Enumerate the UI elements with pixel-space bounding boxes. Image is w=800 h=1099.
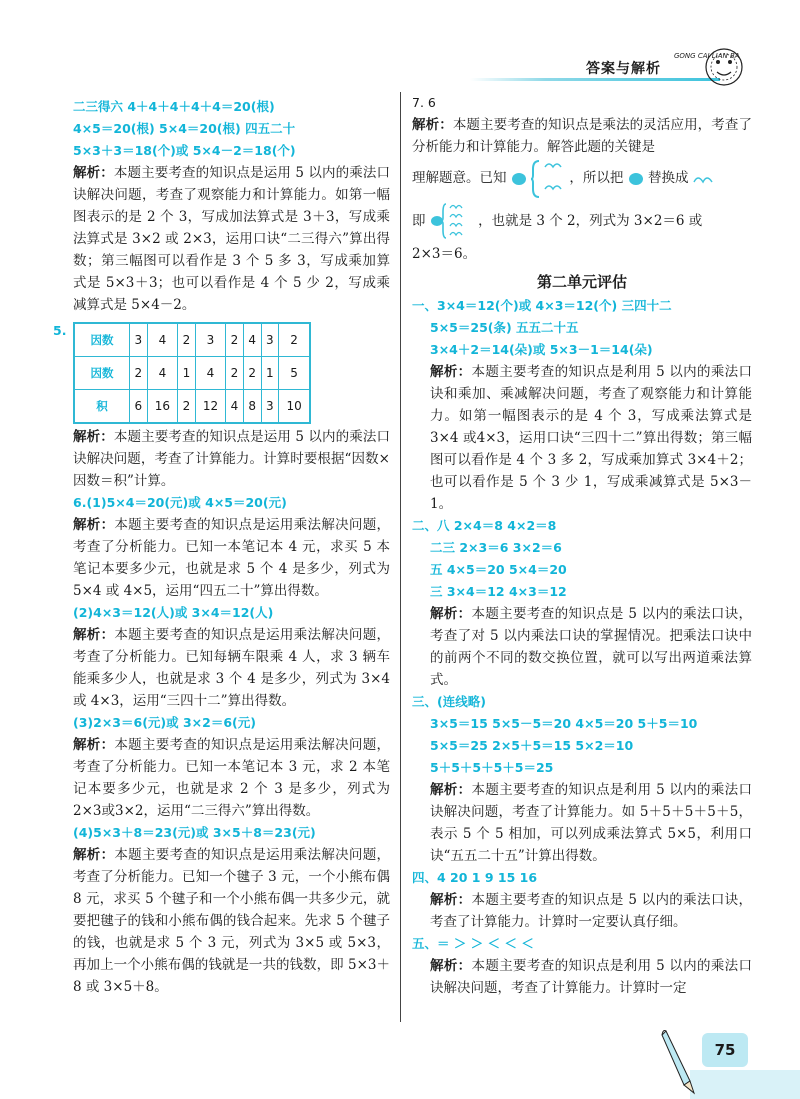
q7-analysis-c	[412, 199, 752, 243]
q7-analysis-d: 2×3＝6。	[412, 245, 477, 262]
analysis-label: 解析：	[73, 737, 115, 753]
q7-text-c2: ，也就是 3 个 2，列式为 3×2＝6 或	[478, 212, 703, 229]
row-head: 因数	[74, 323, 130, 357]
table-row	[74, 357, 310, 390]
brand-logo	[672, 40, 752, 95]
q6-3-analysis	[73, 734, 390, 822]
s3-analysis-text: 本题主要考查的知识点是利用 5 以内的乘法口诀解决问题，考查了计算能力。如 5＋5＋5＋5＋5，表示 5 个 5 相加，可以列成乘法算式 5×5，利用口诀“五五二十五”计算出得数。	[430, 781, 753, 864]
q5-table-block	[53, 322, 390, 418]
q7-text-b3: 替换成	[647, 170, 689, 186]
pencil-icon	[660, 1025, 700, 1099]
bracket-icon	[531, 159, 565, 199]
s3-answer-line-2: 3×5＝15 5×5－5＝20 4×5＝20 5＋5＝10	[430, 715, 698, 731]
table-cell: 1	[178, 357, 196, 390]
ball-icon	[628, 172, 644, 186]
s2-analysis	[412, 603, 752, 691]
s3-answer-line-3: 5×5＝25 2×5＋5＝15 5×2＝10	[430, 737, 634, 753]
analysis-label: 解析：	[430, 363, 472, 380]
table-cell: 4	[147, 323, 177, 357]
s2-answer-line-2: 二三 2×3＝6 3×2＝6	[430, 539, 562, 555]
table-cell: 3	[261, 323, 279, 357]
q6-2-analysis	[73, 624, 390, 712]
analysis-label: 解析：	[73, 517, 115, 533]
s4-answer: 四、4 20 1 9 15 16	[412, 869, 538, 885]
q4-answer-line-2: 4×5＝20(根) 5×4＝20(根) 四五二十	[73, 121, 296, 136]
analysis-label: 解析：	[430, 891, 472, 908]
table-cell: 4	[243, 323, 261, 357]
q6-3-analysis-text: 本题主要考查的知识点是运用乘法解决问题，考查了分析能力。已知一本笔记本 3 元，求 2 本笔记本要多少元，也就是求 2 个 3 是多少，列式为 2×3或3×2，运用“二三得六”算出得数。	[73, 737, 391, 819]
s2-answer-line-4: 三 3×4＝12 4×3＝12	[430, 583, 567, 599]
q4-answer-line-3: 5×3＋3＝18(个)或 5×4－2＝18(个)	[73, 143, 296, 158]
analysis-label: 解析：	[430, 957, 472, 974]
table-cell: 5	[279, 357, 310, 390]
ball-icon	[511, 172, 527, 186]
q4-analysis-text: 本题主要考查的知识点是运用 5 以内的乘法口诀解决问题，考查了观察能力和计算能力。如第一幅图表示的是 2 个 3，写成加法算式是 3＋3，写成乘法算式是 3×2 或 2×3，运用口诀“二三得六”算出得数；第三幅图可以看作是 3 个 5 多 3，写成乘加算式是 5×3＋3；也可以看作是 4 个 5 少 2，写成乘减算式是 5×4－2。	[73, 165, 391, 313]
q6-4-analysis-text: 本题主要考查的知识点是运用乘法解决问题，考查了分析能力。已知一个毽子 3 元，一个小熊布偶 8 元，求买 5 个毽子和一个小熊布偶一共多少元，就要把毽子的钱和小熊布偶的钱合起来。先求 5 个毽子的钱，也就是求 5 个 3 元，列式为 3×5 或 5×3，再加上一个小熊布偶的钱就是一共的钱数，即 5×3＋8 或 3×5＋8。	[73, 847, 391, 995]
footer-band	[690, 1070, 800, 1099]
ball-group-icon	[430, 200, 474, 242]
q5-analysis-text: 本题主要考查的知识点是运用 5 以内的乘法口诀解决问题，考查了计算能力。计算时要根据“因数×因数＝积”计算。	[73, 429, 391, 489]
s1-analysis-text: 本题主要考查的知识点是利用 5 以内的乘法口诀和乘加、乘减解决问题，考查了观察能力和计算能力。如第一幅图表示的是 4 个 3，写成乘法算式是 3×4 或4×3，运用口诀“三四十二”算出得数；第三幅图可以看作是 4 个 3 多 2，写成乘加算式 3×4＋2；也可以看作是 5 个 3 少 1，写成乘减算式是 5×3－1。	[430, 363, 753, 512]
table-cell: 10	[279, 390, 310, 424]
table-cell: 2	[178, 323, 196, 357]
factor-product-table	[73, 322, 311, 424]
s1-analysis	[412, 361, 752, 515]
q6-4-analysis	[73, 844, 390, 998]
table-cell: 3	[195, 323, 225, 357]
s2-answer-line-1: 二、八 2×4＝8 4×2＝8	[412, 517, 557, 533]
s1-answer-line-1: 一、3×4＝12(个)或 4×3＝12(个) 三四十二	[412, 297, 672, 313]
s5-answer: 五、＝ ＞ ＞ ＜ ＜ ＜	[412, 935, 534, 951]
q6-number: 6.	[73, 495, 87, 510]
table-cell: 2	[279, 323, 310, 357]
s4-analysis-text: 本题主要考查的知识点是 5 以内的乘法口诀，考查了计算能力。计算时一定要认真仔细。	[430, 891, 753, 930]
analysis-label: 解析：	[412, 117, 453, 133]
table-cell: 4	[195, 357, 225, 390]
table-cell: 1	[261, 357, 279, 390]
q5-analysis	[73, 426, 390, 492]
left-column	[53, 96, 391, 998]
table-row	[74, 323, 310, 357]
q4-analysis	[73, 162, 390, 316]
table-cell: 6	[130, 390, 148, 424]
q7-analysis-a	[412, 114, 752, 158]
q4-answer-line-1: 二三得六 4＋4＋4＋4＋4＝20(根)	[73, 99, 275, 114]
q6-1-answer	[73, 492, 390, 514]
column-divider	[400, 92, 401, 1022]
s2-answer-line-3: 五 4×5＝20 5×4＝20	[430, 561, 567, 577]
logo-text: GONG CAI LIAN BA	[674, 52, 740, 60]
q6-3-answer: (3)2×3＝6(元)或 3×2＝6(元)	[73, 715, 256, 730]
q6-2-analysis-text: 本题主要考查的知识点是运用乘法解决问题，考查了分析能力。已知每辆车限乘 4 人，求 3 辆车能乘多少人，也就是求 3 个 4 是多少，列式为 3×4或 4×3，运用“三四十二”算出得数。	[73, 627, 391, 709]
table-cell: 12	[195, 390, 225, 424]
s5-analysis-text: 本题主要考查的知识点是利用 5 以内的乘法口诀解决问题，考查了计算能力。计算时一定	[430, 957, 753, 996]
right-column	[412, 92, 752, 999]
q6-4-answer: (4)5×3＋8＝23(元)或 3×5＋8＝23(元)	[73, 825, 316, 840]
analysis-label: 解析：	[73, 165, 114, 181]
q6-1-answer-text: (1)5×4＝20(元)或 4×5＝20(元)	[86, 495, 287, 510]
section-title: 第二单元评估	[536, 272, 627, 291]
header-title: 答案与解析	[586, 61, 661, 77]
table-cell: 2	[226, 357, 244, 390]
page-number: 75	[702, 1033, 748, 1067]
s3-answer-line-1: 三、(连线略)	[412, 693, 486, 709]
q6-2-answer: (2)4×3＝12(人)或 3×4＝12(人)	[73, 605, 274, 620]
analysis-label: 解析：	[73, 847, 115, 863]
s4-analysis	[412, 889, 752, 933]
analysis-label: 解析：	[430, 781, 472, 798]
table-row	[74, 390, 310, 424]
q7-answer: 7. 6	[412, 95, 436, 110]
bird-icon	[693, 172, 713, 186]
table-cell: 16	[147, 390, 177, 424]
q7-analysis-b	[412, 158, 752, 199]
table-cell: 4	[147, 357, 177, 390]
analysis-label: 解析：	[73, 429, 114, 445]
table-cell: 3	[130, 323, 148, 357]
s3-analysis	[412, 779, 752, 867]
s2-analysis-text: 本题主要考查的知识点是 5 以内的乘法口诀，考查了对 5 以内乘法口诀的掌握情况。把乘法口诀中的前两个不同的数交换位置，就可以写出两道乘法算式。	[430, 605, 753, 688]
row-head: 积	[74, 390, 130, 424]
table-cell: 8	[243, 390, 261, 424]
table-cell: 2	[226, 323, 244, 357]
row-head: 因数	[74, 357, 130, 390]
page-header	[0, 0, 800, 100]
q7-analysis-text-a: 本题主要考查的知识点是乘法的灵活应用，考查了分析能力和计算能力。解答此题的关键是	[412, 117, 752, 155]
q7-text-c1: 即	[412, 212, 426, 229]
table-cell: 2	[130, 357, 148, 390]
s3-answer-line-4: 5＋5＋5＋5＋5＝25	[430, 759, 554, 775]
s5-analysis	[412, 955, 752, 999]
q7-text-b1: 理解题意。已知	[412, 170, 507, 186]
q7-text-b2: ，所以把	[569, 170, 624, 186]
q6-1-analysis-text: 本题主要考查的知识点是运用乘法解决问题，考查了分析能力。已知一本笔记本 4 元，求买 5 本笔记本要多少元，也就是求 5 个 4 是多少，列式为 5×4 或 4×5，运用“四五二十”算出得数。	[73, 517, 391, 599]
s1-answer-line-3: 3×4＋2＝14(朵)或 5×3－1＝14(朵)	[430, 341, 653, 357]
analysis-label: 解析：	[73, 627, 115, 643]
table-cell: 3	[261, 390, 279, 424]
analysis-label: 解析：	[430, 605, 472, 622]
q6-1-analysis	[73, 514, 390, 602]
s1-answer-line-2: 5×5＝25(条) 五五二十五	[430, 319, 579, 335]
table-cell: 2	[243, 357, 261, 390]
table-cell: 4	[226, 390, 244, 424]
table-cell: 2	[178, 390, 196, 424]
q5-number: 5.	[53, 323, 67, 338]
